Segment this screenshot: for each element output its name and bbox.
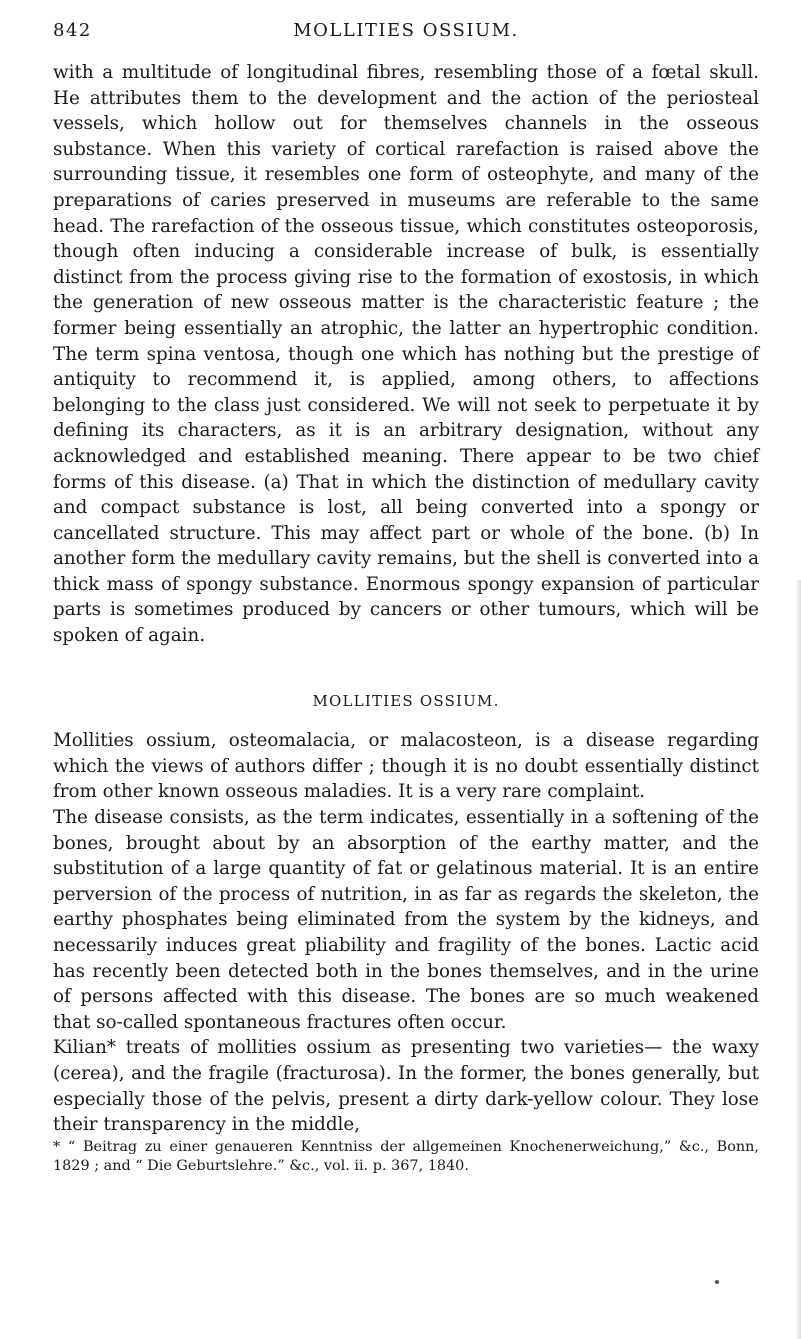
running-title: MOLLITIES OSSIUM.: [293, 20, 519, 41]
section-paragraph-2: The disease consists, as the term indicates, essentially in a softening of the bones, brought about by an absorption of the earthy matter, and the substitution of a large quantity of fat or gelatinous material. It is an entire perversion of the process of nutrition, in as far as regards the skeleton, the earthy phosphates being eliminated from the system by the kidneys, and necessarily induces great pliability and fragility of the bones. Lactic acid has recently been detected both in the bones themselves, and in the urine of persons affected with this disease. The bones are so much weakened that so-called spontaneous fractures often occur.: [53, 807, 759, 1033]
print-speck: [715, 1280, 719, 1284]
page-header: [53, 20, 759, 46]
section-body: [53, 728, 759, 1138]
page-number: 842: [53, 20, 92, 41]
page-edge-shadow: [795, 580, 801, 1339]
section-heading: MOLLITIES OSSIUM.: [312, 691, 500, 710]
footnote: * “ Beitrag zu einer genaueren Kenntniss der allgemeinen Knochenerweichung,” &c., Bonn, 1829 ; and “ Die Geburtslehre.” &c., vol. ii. p. 367, 1840.: [53, 1138, 759, 1174]
section-paragraph-3: Kilian* treats of mollities ossium as presenting two varieties— the waxy (cerea), and the fragile (fracturosa). In the former, the bones generally, but especially those of the pelvis, present a dirty dark-yellow colour. They lose their transparency in the middle,: [53, 1037, 759, 1136]
body-text: [53, 60, 759, 1176]
intro-paragraph: with a multitude of longitudinal fibres, resembling those of a fœtal skull. He attributes them to the development and the action of the periosteal vessels, which hollow out for themselves channels in the osseous substance. When this variety of cortical rarefaction is raised above the surrounding tissue, it resembles one form of osteophyte, and many of the preparations of caries preserved in museums are referable to the same head. The rarefaction of the osseous tissue, which constitutes osteoporosis, though often inducing a considerable increase of bulk, is essentially distinct from the process giving rise to the formation of exostosis, in which the generation of new osseous matter is the characteristic feature ; the former being essentially an atrophic, the latter an hypertrophic condition. The term spina ventosa, though one which has nothing but the prestige of antiquity to recommend it, is applied, among others, to affections belonging to the class just considered. We will not seek to perpetuate it by defining its characters, as it is an arbitrary designation, without any acknowledged and established meaning. There appear to be two chief forms of this disease. (a) That in which the distinction of medullary cavity and compact substance is lost, all being converted into a spongy or cancellated structure. This may affect part or whole of the bone. (b) In another form the medullary cavity remains, but the shell is converted into a thick mass of spongy substance. Enormous spongy expansion of particular parts is sometimes produced by cancers or other tumours, which will be spoken of again.: [53, 62, 759, 647]
section-paragraph-1: Mollities ossium, osteomalacia, or malacosteon, is a disease regarding which the views of authors differ ; though it is no doubt essentially distinct from other known osseous maladies. It is a very rare complaint.: [53, 730, 759, 803]
